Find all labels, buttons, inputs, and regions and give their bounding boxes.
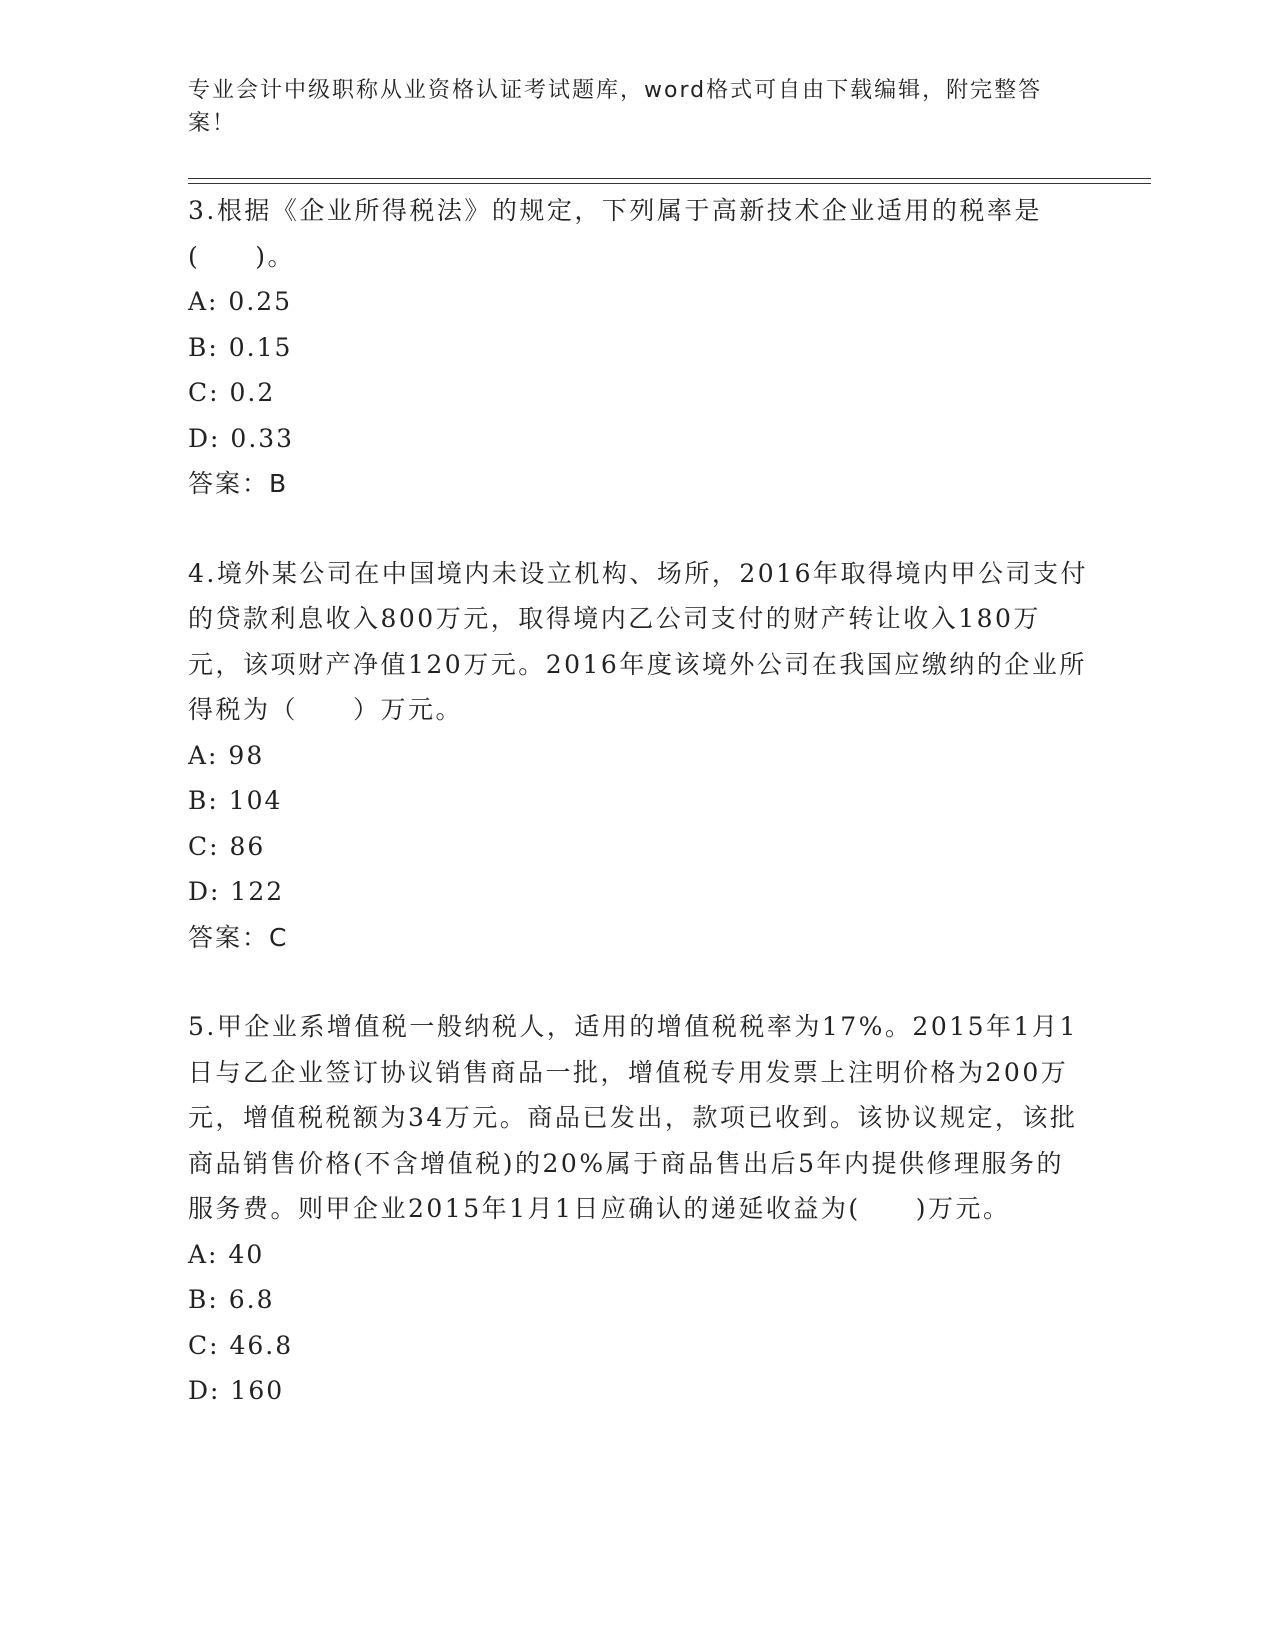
- option-a: A: 98: [188, 740, 265, 770]
- option-a: A: 0.25: [188, 287, 293, 316]
- option-a: A: 40: [188, 1239, 265, 1269]
- option-c: C: 46.8: [188, 1330, 294, 1360]
- question-text: 4.境外某公司在中国境内未设立机构、场所，2016年取得境内甲公司支付的贷款利息收入800万元，取得境内乙公司支付的财产转让收入180万元，该项财产净值120万元。2016年度该境外公司在我国应缴纳的企业所得税为（ ）万元。: [188, 558, 1088, 724]
- option-c: C: 0.2: [188, 378, 276, 407]
- question-5: [188, 1004, 1088, 1414]
- question-text: 5.甲企业系增值税一般纳税人，适用的增值税税率为17%。2015年1月1日与乙企业签订协议销售商品一批，增值税专用发票上注明价格为200万元，增值税税额为34万元。商品已发出，款项已收到。该协议规定，该批商品销售价格(不含增值税)的20%属于商品售出后5年内提供修理服务的服务费。则甲企业2015年1月1日应确认的递延收益为( )万元。: [188, 1012, 1078, 1223]
- header-divider-bottom: [188, 183, 1151, 184]
- page-header: 专业会计中级职称从业资格认证考试题库，word格式可自由下载编辑，附完整答案！: [188, 78, 1043, 136]
- question-4: [188, 551, 1088, 961]
- option-b: B: 6.8: [188, 1285, 275, 1314]
- answer-label: 答案：C: [188, 922, 289, 952]
- option-d: D: 0.33: [188, 423, 295, 453]
- option-d: D: 122: [188, 877, 285, 906]
- option-c: C: 86: [188, 831, 266, 861]
- option-d: D: 160: [188, 1376, 285, 1405]
- question-3: [188, 188, 1088, 507]
- answer-label: 答案：B: [188, 469, 289, 498]
- option-b: B: 0.15: [188, 332, 293, 362]
- question-text: 3.根据《企业所得税法》的规定，下列属于高新技术企业适用的税率是( )。: [188, 196, 1042, 271]
- header-divider-top: [188, 178, 1151, 179]
- question-list: [188, 188, 1088, 1414]
- option-b: B: 104: [188, 786, 283, 815]
